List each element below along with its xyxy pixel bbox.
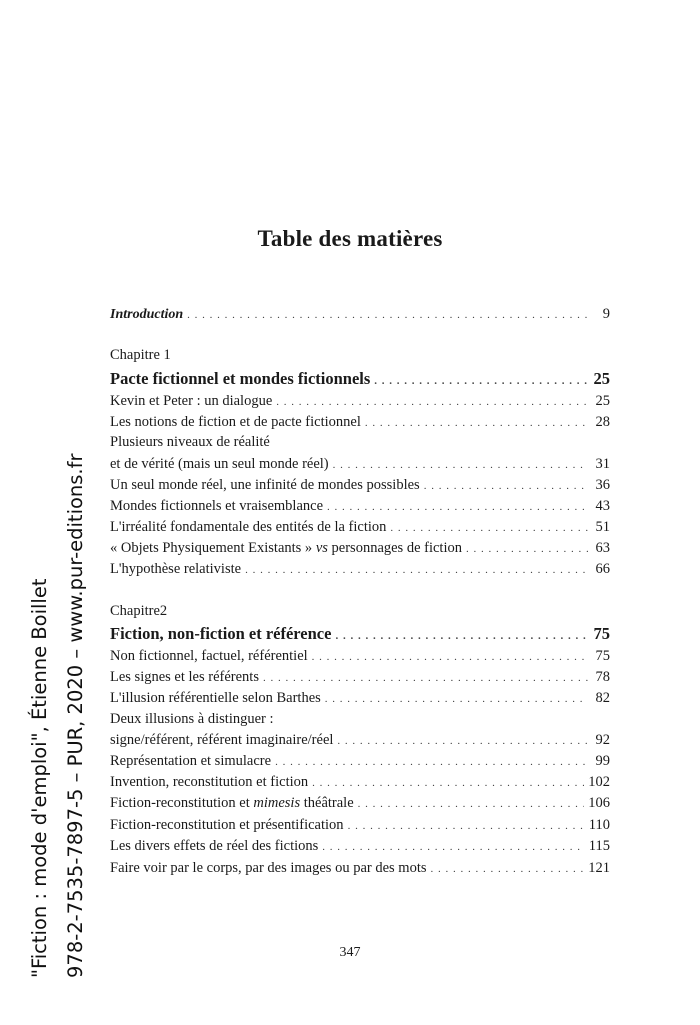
leader-dots [312,777,584,789]
toc-entry-label: Un seul monde réel, une infinité de mondes possibles [110,477,420,493]
toc-page-number: 28 [595,414,610,430]
toc-entry-label: Fiction-reconstitution et présentification [110,817,344,833]
leader-dots [322,841,584,853]
toc-entry[interactable] [110,498,610,518]
chapter-number: Chapitre2 [110,603,168,619]
toc-entry-label: L'irréalité fondamentale des entités de la fiction [110,519,387,535]
toc-chapter-title[interactable] [110,624,610,644]
page-number: 347 [339,945,361,960]
leader-dots [325,693,588,705]
toc-entry-introduction[interactable] [110,306,610,326]
toc-entry[interactable] [110,817,610,837]
toc-page-number: 75 [595,648,610,664]
page-title: Table des matières [257,226,443,251]
label-part: Fiction-reconstitution et [110,795,250,811]
leader-dots [335,630,588,642]
label-part: personnages de fiction [331,540,462,556]
leader-dots [390,522,588,534]
toc-entry[interactable] [110,519,610,539]
leader-dots [431,863,585,875]
toc-page-number: 121 [588,860,610,876]
side-text-line1: "Fiction : mode d'emploi", Étienne Boillet [28,578,51,978]
toc-page-number: 78 [595,669,610,685]
toc-entry[interactable] [110,732,610,752]
toc-entry[interactable] [110,690,610,710]
leader-dots [466,543,588,555]
toc-page-number: 36 [595,477,610,493]
side-text-line2: 978-2-7535-7897-5 – PUR, 2020 – www.pur-editions.fr [64,453,87,978]
toc-entry[interactable] [110,393,610,413]
toc-page-number: 82 [595,690,610,706]
toc-entry-label: Représentation et simulacre [110,753,272,769]
toc-page-number: 9 [602,306,610,322]
toc-entry-label: Les divers effets de réel des fictions [110,838,319,854]
toc-page-number: 25 [595,393,610,409]
toc-entry-label: L'illusion référentielle selon Barthes [110,690,321,706]
toc-page-number: 75 [593,624,610,643]
toc-entry-label: Faire voir par le corps, par des images ou par des mots [110,860,427,876]
toc-page-number: 99 [595,753,610,769]
toc-entry-label: Pacte fictionnel et mondes fictionnels [110,369,371,388]
toc-entry-label: Non fictionnel, factuel, référentiel [110,648,308,664]
toc-entry[interactable] [110,838,610,858]
label-part: théâtrale [303,795,354,811]
toc-entry-label: signe/référent, référent imaginaire/réel [110,732,334,748]
toc-page-number: 31 [595,456,610,472]
toc-page-number: 102 [588,774,610,790]
toc-page-number: 106 [588,795,610,811]
toc-entry[interactable] [110,648,610,668]
toc-entry-label [110,795,354,812]
leader-dots [245,564,588,576]
leader-dots [337,735,588,747]
toc-entry[interactable] [110,795,610,815]
leader-dots [312,651,588,663]
leader-dots [276,396,588,408]
label-emphasis: mimesis [253,795,301,811]
toc-chapter-title[interactable] [110,369,610,389]
leader-dots [374,375,588,387]
toc-page-number: 51 [595,519,610,535]
toc-entry-label-line1: Plusieurs niveaux de réalité [110,434,270,450]
toc-page-number: 92 [595,732,610,748]
toc-entry[interactable] [110,753,610,773]
label-emphasis: vs [315,540,328,556]
leader-dots [187,309,588,321]
toc-entry[interactable] [110,477,610,497]
toc-entry-label: Mondes fictionnels et vraisemblance [110,498,324,514]
toc-entry[interactable] [110,669,610,689]
toc-entry-label: et de vérité (mais un seul monde réel) [110,456,329,472]
leader-dots [327,501,588,513]
toc-entry-label: Introduction [110,307,184,322]
toc-entry-label: Les signes et les référents [110,669,259,685]
toc-entry-label [110,540,462,557]
leader-dots [348,820,585,832]
chapter-number: Chapitre 1 [110,347,171,363]
toc-entry-label: Invention, reconstitution et fiction [110,774,309,790]
leader-dots [365,417,588,429]
side-copyright-notice [22,453,94,978]
toc-entry[interactable] [110,540,610,560]
toc-entry-label: Kevin et Peter : un dialogue [110,393,273,409]
toc-entry[interactable] [110,561,610,581]
toc-entry[interactable] [110,860,610,880]
leader-dots [263,672,588,684]
leader-dots [333,459,588,471]
toc-page-number: 43 [595,498,610,514]
toc-entry[interactable] [110,456,610,476]
leader-dots [358,798,585,810]
toc-entry-label: Les notions de fiction et de pacte fictionnel [110,414,361,430]
toc-page-number: 63 [595,540,610,556]
leader-dots [275,756,588,768]
toc-page-number: 25 [593,369,610,388]
toc-entry-label-line1: Deux illusions à distinguer : [110,711,274,727]
label-part: « Objets Physiquement Existants » [110,540,313,556]
toc-entry[interactable] [110,414,610,434]
toc-entry[interactable] [110,774,610,794]
toc-entry-label: L'hypothèse relativiste [110,561,242,577]
toc-page-number: 110 [588,817,610,833]
leader-dots [424,480,588,492]
toc-page-number: 115 [588,838,610,854]
toc-entry-label: Fiction, non-fiction et référence [110,624,332,643]
toc-page-number: 66 [595,561,610,577]
